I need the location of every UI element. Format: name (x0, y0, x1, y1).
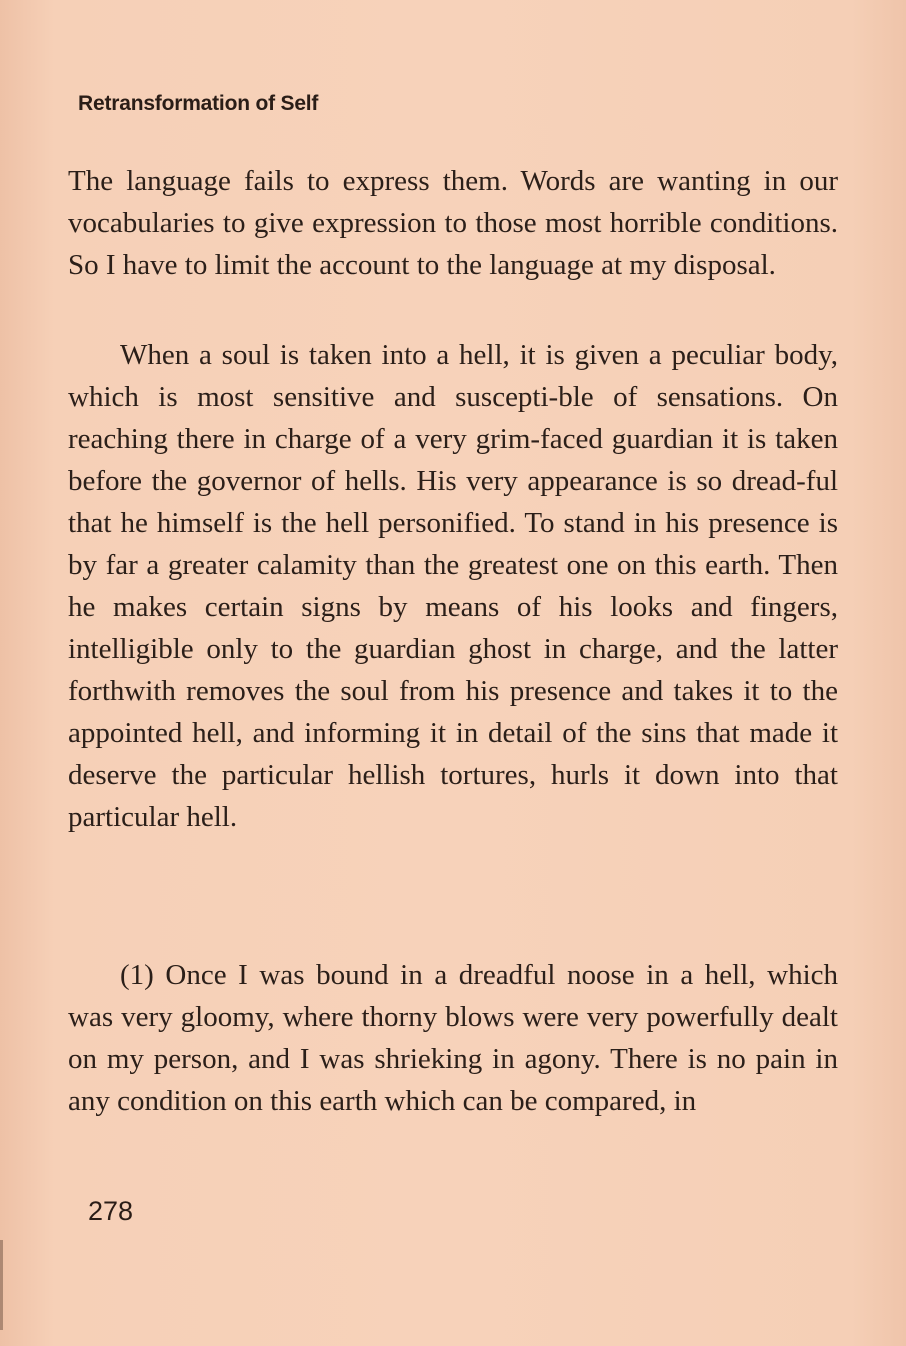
page-number: 278 (88, 1196, 134, 1226)
paragraph: (1) Once I was bound in a dreadful noose in a hell, which was very gloomy, where thorny blows were very powerfully dealt on my person, and I was shrieking in agony. There is no pain in any condition on this earth which can be compared, in (68, 959, 838, 1117)
paragraph: The language fails to express them. Words are wanting in our vocabularies to give expression to those most horrible conditions. So I have to limit the account to the language at my disposal. (68, 165, 838, 281)
paragraph-3-block (68, 954, 838, 1122)
running-head: Retransformation of Self (78, 92, 319, 115)
page-edge-mark (0, 1240, 3, 1330)
paragraph: When a soul is taken into a hell, it is given a peculiar body, which is most sensitive and suscepti-ble of sensations. On reaching there in charge of a very grim-faced guardian it is taken before the governor of hells. His very appearance is so dread-ful that he himself is the hell personified. To stand in his presence is by far a greater calamity than the greatest one on this earth. Then he makes certain signs by means of his looks and fingers, intelligible only to the guardian ghost in charge, and the latter forthwith removes the soul from his presence and takes it to the appointed hell, and informing it in detail of the sins that made it deserve the particular hellish tortures, hurls it down into that particular hell. (68, 339, 838, 833)
paragraph-1-block (68, 160, 838, 286)
paragraph-2-block (68, 334, 838, 838)
